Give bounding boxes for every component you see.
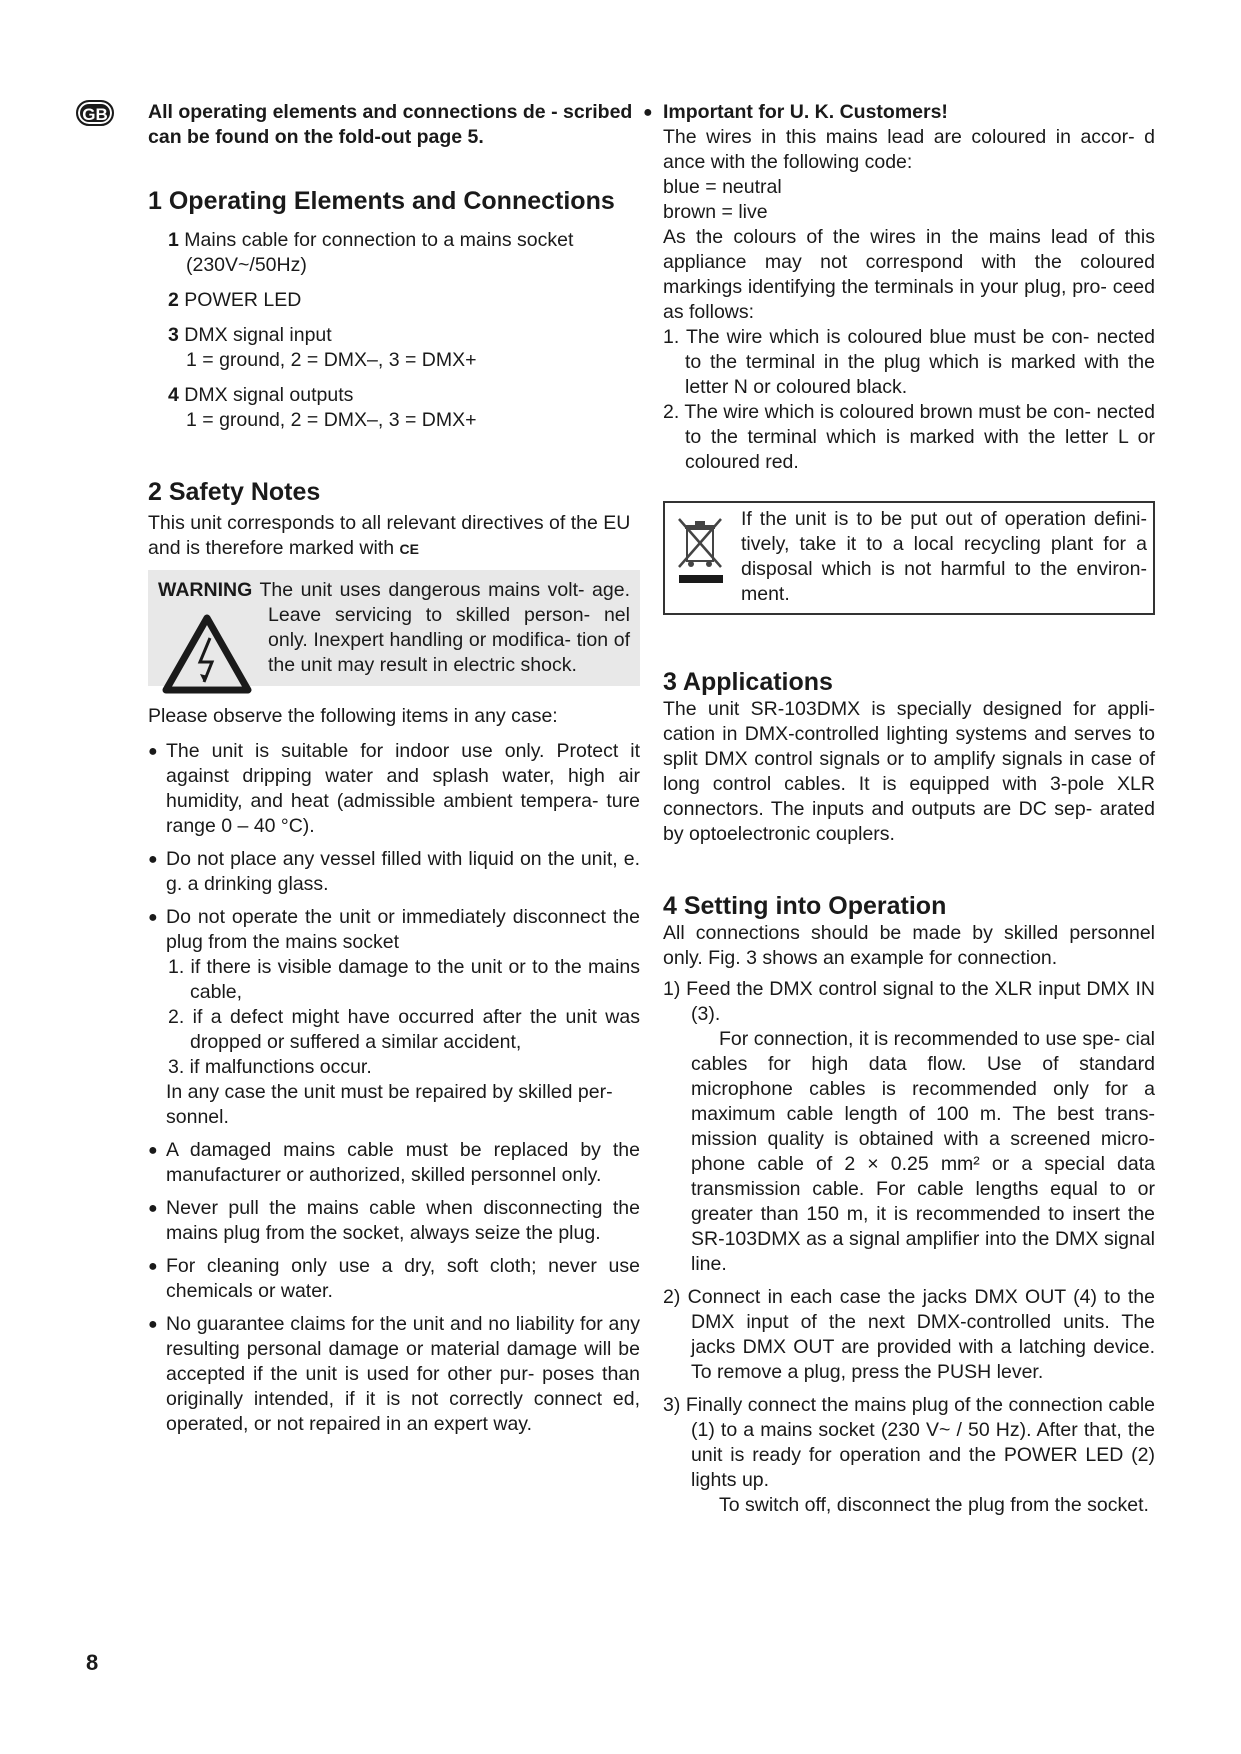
item-number: 4 [168, 384, 179, 406]
applications-text: The unit SR-103DMX is specially designed for appli- cation in DMX-controlled lighting systems and serves to split DMX control signals or to amplify signals in case of long control cables. It is equipped with 3-pole XLR connectors. The inputs and outputs are DC sep- arated by optoelectronic couplers. [663, 698, 1155, 845]
item-number: 2 [168, 289, 179, 311]
sub-item: 3. if malfunctions occur. [168, 1056, 372, 1078]
section-1-heading: 1 Operating Elements and Connections [148, 187, 615, 215]
bullet-icon: ● [148, 1316, 158, 1333]
step-1-detail: For connection, it is recommended to use spe- cial cables for high data flow. Use of standard microphone cables is recommended only for a maximum cable length of 100 m. The best trans- mission quality is obtained with a screened micro- phone cable of 2 × 0.25 mm² or a special data transmission cable. For cable lengths equal to or greater than 150 m, it is recommended to insert the SR-103DMX as a signal amplifier into the DMX signal line. [691, 1028, 1155, 1275]
item-label: DMX signal outputs [184, 384, 354, 406]
wire-code-blue: blue = neutral [663, 176, 782, 198]
bullet-icon: ● [148, 851, 158, 868]
warning-box [148, 570, 640, 686]
bullet-icon: ● [148, 1142, 158, 1159]
uk-paragraph: The wires in this mains lead are coloured in accor- d ance with the following code: [663, 126, 1155, 173]
item-label: DMX signal input [184, 324, 332, 346]
bullet-icon: ● [643, 104, 653, 121]
bullet-icon: ● [148, 1258, 158, 1275]
observe-text: Please observe the following items in any case: [148, 705, 558, 727]
item-label: POWER LED [184, 289, 302, 311]
bullet-icon: ● [148, 909, 158, 926]
bullet-icon: ● [148, 1200, 158, 1217]
bullet-icon: ● [148, 743, 158, 760]
uk-step: 2. The wire which is coloured brown must be con- nected to the terminal which is marked with the letter L or coloured red. [663, 401, 1155, 473]
safety-bullets [148, 739, 640, 1437]
section-2-heading: 2 Safety Notes [148, 478, 321, 506]
recycling-notice-box [663, 501, 1155, 615]
section-4-heading: 4 Setting into Operation [663, 892, 947, 920]
list-item [168, 288, 640, 313]
repair-note: In any case the unit must be repaired by skilled per- sonnel. [166, 1081, 613, 1128]
uk-heading: Important for U. K. Customers! [663, 101, 948, 123]
bullet-item: ● A damaged mains cable must be replaced by the manufacturer or authorized, skilled personnel only. [148, 1139, 640, 1186]
item-detail: 1 = ground, 2 = DMX–, 3 = DMX+ [186, 409, 477, 431]
recycling-text: If the unit is to be put out of operation defini- tively, take it to a local recycling plant for a disposal which is not harmful to the environ- ment. [741, 508, 1147, 605]
section-3-heading: 3 Applications [663, 668, 833, 696]
step-3-detail: To switch off, disconnect the plug from the socket. [719, 1494, 1149, 1516]
uk-paragraph: As the colours of the wires in the mains lead of this appliance may not correspond with the coloured markings identifying the terminals in your plug, pro- ceed as follows: [663, 226, 1155, 323]
uk-customers-block [643, 100, 1155, 475]
item-number: 3 [168, 324, 179, 346]
operating-elements-list [148, 228, 640, 433]
list-item [168, 228, 640, 278]
bullet-item: ● For cleaning only use a dry, soft cloth; never use chemicals or water. [148, 1255, 640, 1302]
item-number: 1 [168, 229, 179, 251]
bullet-item: ● No guarantee claims for the unit and no liability for any resulting personal damage or material damage will be accepted if the unit is used for other pur- poses than originally intended, if it is not correctly connect ed, operated, or not repaired in an expert way. [148, 1313, 640, 1435]
left-column [148, 100, 640, 1437]
wire-code-brown: brown = live [663, 201, 768, 223]
intro-note: All operating elements and connections de - scribed can be found on the fold-out page 5. [148, 101, 633, 148]
step-1: 1) Feed the DMX control signal to the XLR input DMX IN (3). [663, 978, 1155, 1025]
bullet-item: ● Do not place any vessel filled with liquid on the unit, e. g. a drinking glass. [148, 848, 640, 895]
sub-item: 2. if a defect might have occurred after the unit was dropped or suffered a similar accident, [168, 1006, 640, 1053]
item-detail: (230V~/50Hz) [186, 254, 307, 276]
operation-intro: All connections should be made by skilled personnel only. Fig. 3 shows an example for connection. [663, 922, 1155, 969]
warning-label: WARNING [158, 579, 253, 601]
language-badge: GB [76, 100, 114, 126]
list-item [168, 323, 640, 373]
high-voltage-warning-icon [162, 614, 252, 694]
right-column [643, 100, 1155, 1518]
step-2: 2) Connect in each case the jacks DMX OUT (4) to the DMX input of the next DMX-controlled units. The jacks DMX OUT are provided with a latching device. To remove a plug, press the PUSH lever. [663, 1286, 1155, 1383]
warning-text: The unit uses dangerous mains volt- age. Leave servicing to skilled person- nel only. Inexpert handling or modifica- tion of the unit may result in electric shock. [259, 579, 631, 676]
bullet-item: ● Do not operate the unit or immediately disconnect the plug from the mains socket 1. if there is visible damage to the unit or to the mains cable, 2. if a defect might have occurred after the unit was dropped or suffered a similar accident, 3. if malfunctions occur. In any case the unit must be repaired by skilled per- sonnel. [148, 906, 640, 1128]
crossed-out-wheelie-bin-icon [675, 515, 727, 587]
safety-intro: This unit corresponds to all relevant directives of the EU and is therefore marked with CE [148, 512, 631, 559]
step-3: 3) Finally connect the mains plug of the connection cable (1) to a mains socket (230 V~ / 50 Hz). After that, the unit is ready for operation and the POWER LED (2) lights up. [663, 1394, 1155, 1491]
bullet-item: ● Never pull the mains cable when disconnecting the mains plug from the socket, always seize the plug. [148, 1197, 640, 1244]
bullet-item: ● The unit is suitable for indoor use only. Protect it against dripping water and splash water, high air humidity, and heat (admissible ambient tempera- ture range 0 – 40 °C). [148, 740, 640, 837]
list-item [168, 383, 640, 433]
ce-mark: CE [399, 541, 419, 557]
page-number: 8 [86, 1650, 99, 1675]
sub-item: 1. if there is visible damage to the unit or to the mains cable, [168, 956, 640, 1003]
uk-step: 1. The wire which is coloured blue must be con- nected to the terminal in the plug which is marked with the letter N or coloured black. [663, 326, 1155, 398]
operation-steps [663, 977, 1155, 1518]
item-label: Mains cable for connection to a mains socket [184, 229, 574, 251]
item-detail: 1 = ground, 2 = DMX–, 3 = DMX+ [186, 349, 477, 371]
